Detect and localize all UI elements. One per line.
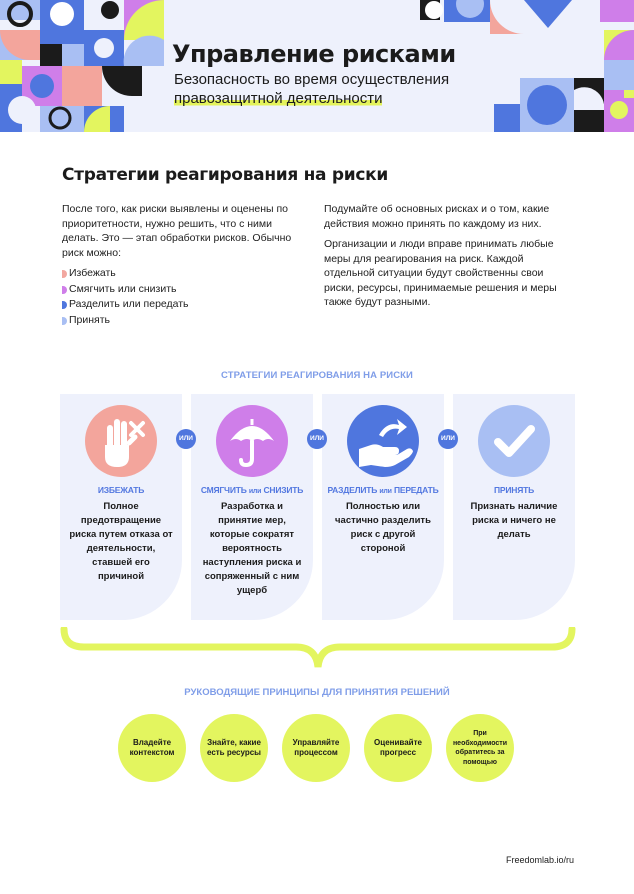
bullet-dot-icon — [62, 270, 67, 278]
strategy-description: Разработка и принятие мер, которые сократят вероятность наступления риска и сопряженный с ним ущерб — [202, 501, 302, 596]
intro-left-column — [62, 202, 307, 328]
strategy-card-accept — [453, 394, 575, 620]
bullet-dot-icon — [62, 317, 67, 325]
list-item: Разделить или передать — [62, 297, 307, 313]
section-title: Стратегии реагирования на риски — [62, 165, 388, 185]
strategy-description: Полное предотвращение риска путем отказа от деятельности, ставшей его причиной — [69, 501, 173, 582]
intro-paragraph: После того, как риски выявлены и оценены по приоритетности, нужно решить, что с ними делать. Это — этап обработки рисков. Обычно риск можно: — [62, 203, 292, 259]
strategy-title: РАЗДЕЛИТЬ или ПЕРЕДАТЬ — [327, 485, 439, 495]
intro-paragraph-right-2: Организации и люди вправе принимать любые меры для реагирования на риск. Каждой отдельной ситуации будут свойственны свои риски, ресурсы, принимаемые решения и меры также будут разными. — [324, 238, 557, 308]
list-item: Избежать — [62, 266, 307, 282]
subtitle-highlight: правозащитной деятельности — [174, 90, 383, 107]
guide-circle: Знайте, какие есть ресурсы — [200, 714, 268, 782]
curly-brace-divider — [60, 627, 576, 671]
guide-circle: Оценивайте прогресс — [364, 714, 432, 782]
strategy-description: Полностью или частично разделить риск с другой стороной — [335, 501, 431, 554]
page-subtitle-line2 — [174, 90, 382, 107]
strategy-card-avoid — [60, 394, 182, 620]
strategies-heading: СТРАТЕГИИ РЕАГИРОВАНИЯ НА РИСКИ — [220, 370, 413, 381]
page-title: Управление рисками — [172, 40, 456, 68]
list-item: Принять — [62, 313, 307, 329]
guides-heading: РУКОВОДЯЩИЕ ПРИНЦИПЫ ДЛЯ ПРИНЯТИЯ РЕШЕНИЙ — [184, 687, 450, 698]
page-subtitle-line1: Безопасность во время осуществления — [174, 71, 450, 88]
hand-stop-icon — [85, 405, 157, 477]
or-connector: ИЛИ — [438, 429, 458, 449]
footer-url[interactable]: Freedomlab.io/ru — [505, 855, 574, 865]
umbrella-icon — [216, 405, 288, 477]
or-connector: ИЛИ — [176, 429, 196, 449]
risk-options-list — [62, 266, 307, 328]
strategy-card-mitigate — [191, 394, 313, 620]
strategy-title: ПРИНЯТЬ — [493, 485, 535, 495]
header-banner — [0, 0, 634, 132]
intro-paragraph-right-1: Подумайте об основных рисках и о том, какие действия можно принять по каждому из них. — [324, 203, 550, 230]
hand-share-icon — [347, 405, 419, 477]
strategy-title: СМЯГЧИТЬ или СНИЗИТЬ — [200, 485, 304, 495]
strategy-title: ИЗБЕЖАТЬ — [97, 485, 145, 495]
checkmark-icon — [478, 405, 550, 477]
list-item: Смягчить или снизить — [62, 282, 307, 298]
bullet-dot-icon — [62, 286, 67, 294]
guide-circle: Управляйте процессом — [282, 714, 350, 782]
strategy-description: Признать наличие риска и ничего не делать — [470, 501, 558, 540]
strategy-card-share — [322, 394, 444, 620]
intro-right-column — [324, 202, 574, 316]
guide-circle: Владейте контекстом — [118, 714, 186, 782]
bullet-dot-icon — [62, 301, 67, 309]
decorative-pattern-left — [0, 0, 170, 132]
or-connector: ИЛИ — [307, 429, 327, 449]
guide-circle: При необходимости обратитесь за помощью — [446, 714, 514, 782]
